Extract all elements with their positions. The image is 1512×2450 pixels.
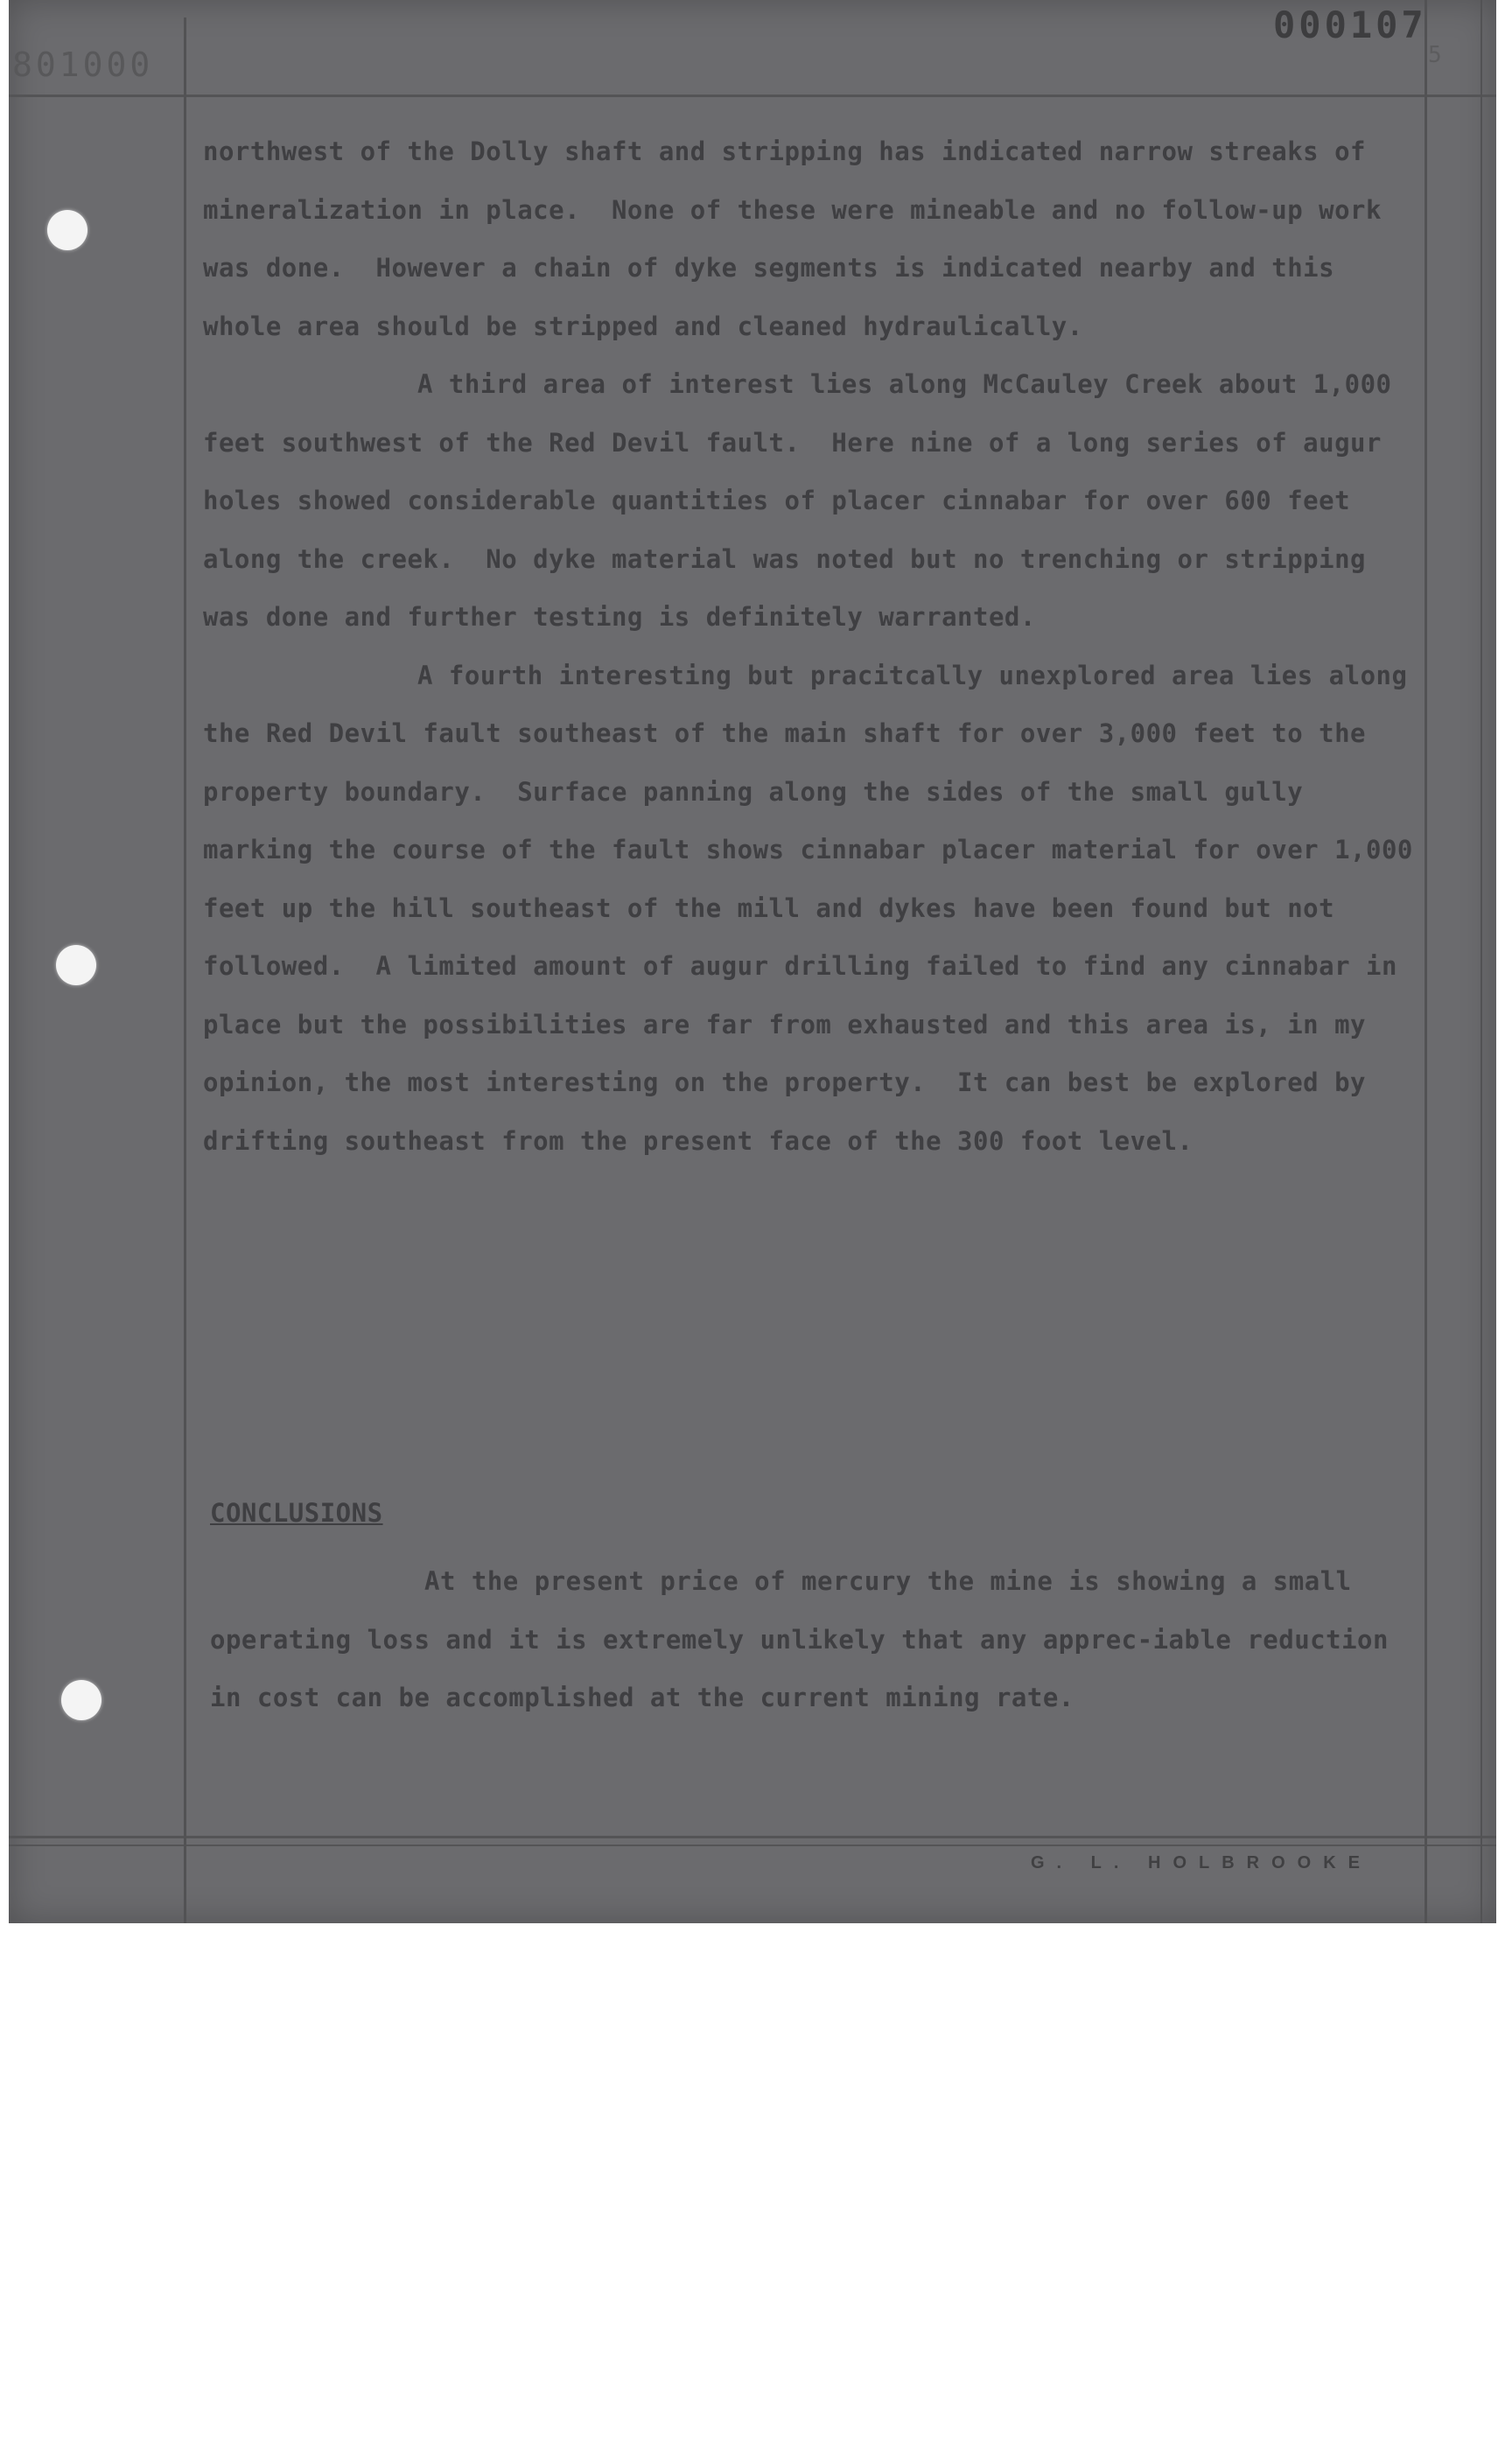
left-margin-rule <box>184 18 186 1923</box>
page-number: 5 <box>1428 42 1446 68</box>
paragraph-3: A fourth interesting but pracitcally unexplored area lies along the Red Devil fault southeast of the main shaft for over 3,000 feet to the property boundary. Surface panning along the sides of the small gully marking the course of the fault shows cinnabar placer material for over 1,000 feet up the hill southeast of the mill and dykes have been found but not followed. A limited amount of augur drilling failed to find any cinnabar in place but the possibilities are far from exhausted and this area is, in my opinion, the most interesting on the property. It can best be explored by drifting southeast from the present face of the 300 foot level. <box>203 660 1429 1156</box>
conclusions-paragraph: At the present price of mercury the mine is showing a small operating loss and it is extremely unlikely that any apprec-iable reduction in cost can be accomplished at the current mining rate. <box>210 1566 1404 1712</box>
conclusions-text <box>210 1552 1435 1727</box>
document-number-left: 801000 <box>12 46 154 84</box>
top-rule <box>9 94 1496 97</box>
punch-hole-top <box>47 210 88 250</box>
punch-hole-bottom <box>61 1680 102 1720</box>
paragraph-2: A third area of interest lies along McCauley Creek about 1,000 feet southwest of the Red Devil fault. Here nine of a long series of augur holes showed considerable quantities of placer cinnabar for over 600 feet along the creek. No dyke material was noted but no trenching or stripping was done and further testing is definitely warranted. <box>203 369 1408 632</box>
body-text <box>203 122 1428 1170</box>
paragraph-1: northwest of the Dolly shaft and stripping has indicated narrow streaks of mineralization in place. None of these were mineable and no follow-up work was done. However a chain of dyke segments is indicated nearby and this whole area should be stripped and cleaned hydraulically. <box>203 136 1397 341</box>
bottom-rule-upper <box>9 1836 1496 1838</box>
conclusions-heading: CONCLUSIONS <box>210 1498 383 1528</box>
punch-hole-middle <box>56 945 96 985</box>
footer-author-name: G. L. HOLBROOKE <box>1031 1853 1372 1872</box>
right-edge-rule <box>1480 0 1482 1923</box>
bottom-rule-lower <box>9 1844 1496 1846</box>
document-number-right: 000107 <box>1273 4 1427 46</box>
